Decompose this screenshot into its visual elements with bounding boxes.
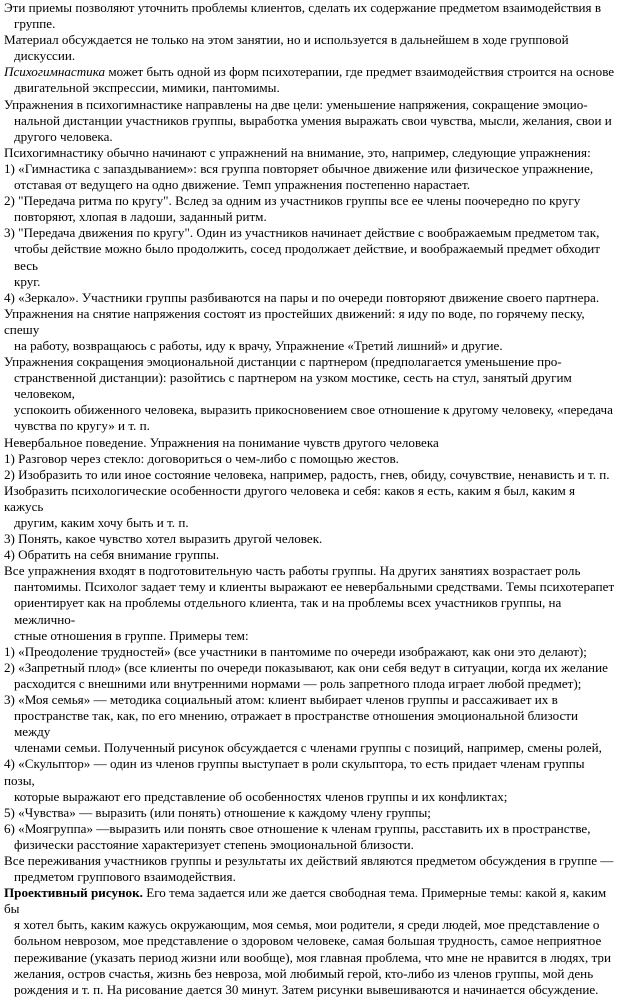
text-line <box>4 660 616 676</box>
text-line <box>4 692 616 708</box>
line-text: Психогимнастику обычно начинают с упражнений на внимание, это, например, следующие упражнения: <box>4 144 591 160</box>
text-line <box>4 644 616 660</box>
line-text: Все переживания участников группы и результаты их действий являются предметом обсуждения в группе — <box>4 852 614 868</box>
paragraph-p24 <box>4 821 616 853</box>
line-text: успокоить обиженного человека, выразить прикосновением свое отношение к другому человеку, «передача <box>14 402 613 418</box>
line-text: которые выражают его представление об особенностях членов группы и их конфликтах; <box>14 788 508 804</box>
text-line <box>4 885 616 917</box>
line-text: чтобы действие можно было продолжить, сосед продолжает действие, и воображаемый предмет обходит весь <box>14 241 601 273</box>
line-text: нальной дистанции участников группы, выработка умения выражать свои чувства, мысли, желания, свои и <box>14 112 612 128</box>
paragraph-p11 <box>4 354 616 434</box>
text-line <box>4 225 616 241</box>
line-text: переживание (указать период жизни или вообще), моя главная проблема, что мне не нравится в людях, три <box>14 949 611 965</box>
paragraph-p8 <box>4 225 616 289</box>
line-text: 4) «Зеркало». Участники группы разбиваются на пары и по очереди повторяют движение своего партнера. <box>4 289 600 305</box>
text-line <box>4 531 616 547</box>
text-line <box>4 161 616 177</box>
paragraph-p21 <box>4 692 616 756</box>
text-line <box>4 805 616 821</box>
text-line <box>4 32 616 48</box>
text-line <box>4 950 616 966</box>
line-text: Упражнения в психогимнастике направлены на две цели: уменьшение напряжения, сокращение эмоцио- <box>4 96 588 112</box>
line-text: больном неврозом, мое представление о здоровом человеке, самая большая трудность, самое неприятное <box>14 933 602 949</box>
text-line <box>4 579 616 595</box>
text-line <box>4 80 616 96</box>
text-line <box>4 418 616 434</box>
text-line <box>4 177 616 193</box>
line-text: может быть одной из форм психотерапии, где предмет взаимодействия строится на основе <box>105 64 615 80</box>
text-line <box>4 129 616 145</box>
paragraph-p13 <box>4 451 616 467</box>
line-text: желания, остров счастья, жизнь без невроза, мой любимый герой, кто-либо из членов группы, мой день <box>14 965 594 981</box>
text-line <box>4 467 616 483</box>
line-text: стные отношения в группе. Примеры тем: <box>14 627 249 643</box>
paragraph-p4 <box>4 97 616 145</box>
text-line <box>4 16 616 32</box>
paragraph-p23 <box>4 805 616 821</box>
text-line <box>4 290 616 306</box>
term-bold: Проективный рисунок. <box>4 885 143 901</box>
line-text: Упражнения на снятие напряжения состоят из простейших движений: я иду по воде, по горячему песку, спешу <box>4 305 585 337</box>
line-text: чувства по кругу» и т. п. <box>14 418 150 434</box>
text-line <box>4 48 616 64</box>
text-line <box>4 595 616 627</box>
line-text: круг. <box>14 273 41 289</box>
line-text: Все упражнения входят в подготовительную часть работы группы. На других занятиях возрастает роль <box>4 563 581 579</box>
line-text: пантомимы. Психолог задает тему и клиенты выражают ее невербальными средствами. Темы психотерапет <box>14 579 615 595</box>
paragraph-p10 <box>4 306 616 354</box>
text-line <box>4 966 616 982</box>
text-line <box>4 113 616 129</box>
paragraph-p3 <box>4 64 616 96</box>
line-text: 1) Разговор через стекло: договориться о чем-либо с помощью жестов. <box>4 450 399 466</box>
line-text: повторяют, хлопая в ладоши, заданный ритм. <box>14 209 267 225</box>
text-line <box>4 354 616 370</box>
line-text: 1) «Преодоление трудностей» (все участники в пантомиме по очереди изображают, как они это делают); <box>4 643 587 659</box>
text-line <box>4 547 616 563</box>
line-text: странственной дистанции): разойтись с партнером на узком мостике, сесть на стул, занятый другим человеком, <box>14 370 572 402</box>
text-line <box>4 274 616 290</box>
paragraph-p12 <box>4 435 616 451</box>
paragraph-p6 <box>4 161 616 193</box>
text-line <box>4 628 616 644</box>
line-text: другим, каким хочу быть и т. п. <box>14 515 189 530</box>
line-text: 3) "Передача движения по кругу". Один из участников начинает действие с воображаемым предметом так, <box>4 225 600 241</box>
line-text: 2) «Запретный плод» (все клиенты по очереди показывают, как они себя ведут в ситуации, когда их желание <box>4 659 608 675</box>
text-line <box>4 370 616 402</box>
line-text: пространстве так, как, по его мнению, отражает в пространстве отношения эмоциональной близости между <box>14 708 579 740</box>
paragraph-p9 <box>4 290 616 306</box>
paragraph-p20 <box>4 660 616 692</box>
text-line <box>4 193 616 209</box>
line-text: двигательной экспрессии, мимики, пантомимы. <box>14 80 280 96</box>
line-text: Его тема задается или же дается свободная тема. Примерные темы: какой я, каким бы <box>4 885 607 917</box>
line-text: 6) «Моягруппа» —выразить или понять свое отношение к членам группы, расставить их в пространстве, <box>4 820 591 836</box>
line-text: 4) «Скульптор» — один из членов группы выступает в роли скульптора, то есть придает членам группы позы, <box>4 756 585 788</box>
line-text: Материал обсуждается не только на этом занятии, но и используется в дальнейшем в ходе групповой <box>4 32 569 48</box>
text-line <box>4 756 616 788</box>
text-line <box>4 209 616 225</box>
text-line <box>4 789 616 805</box>
line-text: 3) «Моя семья» — методика социальный атом: клиент выбирает членов группы и рассаживает их в <box>4 692 558 708</box>
line-text: членами семьи. Полученный рисунок обсуждается с членами группы с позиций, например, смены ролей, <box>14 740 602 756</box>
text-line <box>4 338 616 354</box>
text-line <box>4 402 616 418</box>
line-text: отставая от ведущего на одно движение. Темп упражнения постепенно нарастает. <box>14 177 470 193</box>
paragraph-p15 <box>4 483 616 531</box>
text-line <box>4 708 616 740</box>
line-text: 3) Понять, какое чувство хотел выразить другой человек. <box>4 531 323 547</box>
line-text: дискуссии. <box>14 48 76 64</box>
paragraph-p2 <box>4 32 616 64</box>
text-line <box>4 0 616 16</box>
paragraph-p16 <box>4 531 616 547</box>
text-line <box>4 451 616 467</box>
line-text: 2) Изобразить то или иное состояние человека, например, радость, гнев, обиду, сочувствие, ненависть и т. п. <box>4 466 610 482</box>
text-line <box>4 982 616 998</box>
paragraph-p7 <box>4 193 616 225</box>
text-line <box>4 837 616 853</box>
paragraph-p14 <box>4 467 616 483</box>
line-text: другого человека. <box>14 128 113 144</box>
text-line <box>4 933 616 949</box>
line-text: предметом группового взаимодействия. <box>14 869 236 885</box>
paragraph-p1 <box>4 0 616 32</box>
text-line <box>4 515 616 531</box>
line-text: 4) Обратить на себя внимание группы. <box>4 547 220 563</box>
text-line <box>4 241 616 273</box>
text-line <box>4 435 616 451</box>
paragraph-p22 <box>4 756 616 804</box>
line-text: 5) «Чувства» — выразить (или понять) отношение к каждому члену группы; <box>4 804 431 820</box>
text-line <box>4 97 616 113</box>
line-text: рождения и т. п. На рисование дается 30 минут. Затем рисунки вывешиваются и начинается обсуждение. <box>14 981 599 997</box>
text-line <box>4 821 616 837</box>
text-line <box>4 64 616 80</box>
line-text: 1) «Гимнастика с запаздыванием»: вся группа повторяет обычное движение или физическое упражнение, <box>4 160 594 176</box>
paragraph-p25 <box>4 853 616 885</box>
text-line <box>4 869 616 885</box>
text-line <box>4 853 616 869</box>
text-line <box>4 306 616 338</box>
line-text: ориентирует как на проблемы отдельного клиента, так и на проблемы всех участников группы, на межлично- <box>14 595 562 627</box>
paragraph-p19 <box>4 644 616 660</box>
line-text: на работу, возвращаюсь с работы, иду к врачу, Упражнение «Третий лишний» и другие. <box>14 337 503 353</box>
line-text: физически расстояние характеризует степень эмоциональной близости. <box>14 836 414 852</box>
line-text: Невербальное поведение. Упражнения на понимание чувств другого человека <box>4 434 439 450</box>
line-text: Упражнения сокращения эмоциональной дистанции с партнером (предполагается уменьшение про- <box>4 354 562 370</box>
text-line <box>4 917 616 933</box>
text-line <box>4 563 616 579</box>
text-line <box>4 145 616 161</box>
paragraph-p5 <box>4 145 616 161</box>
line-text: Изобразить психологические особенности другого человека и себя: каков я есть, каким я был, каким я кажусь <box>4 482 576 514</box>
text-line <box>4 483 616 515</box>
paragraph-p18 <box>4 563 616 643</box>
line-text: группе. <box>14 16 56 32</box>
text-line <box>4 676 616 692</box>
text-line <box>4 740 616 756</box>
line-text: расходится с внешними или внутренними нормами — роль запретного плода играет любой предмет); <box>14 675 582 691</box>
paragraph-p26 <box>4 885 616 998</box>
line-text: Эти приемы позволяют уточнить проблемы клиентов, сделать их содержание предметом взаимодействия в <box>4 0 602 15</box>
line-text: 2) "Передача ритма по кругу". Вслед за одним из участников группы все ее члены поочередно по кругу <box>4 193 581 209</box>
line-text: я хотел быть, каким кажусь окружающим, моя семья, мои родители, я среди людей, мое представление о <box>14 917 600 933</box>
paragraph-p17 <box>4 547 616 563</box>
term-italic: Психогимнастика <box>4 64 106 80</box>
